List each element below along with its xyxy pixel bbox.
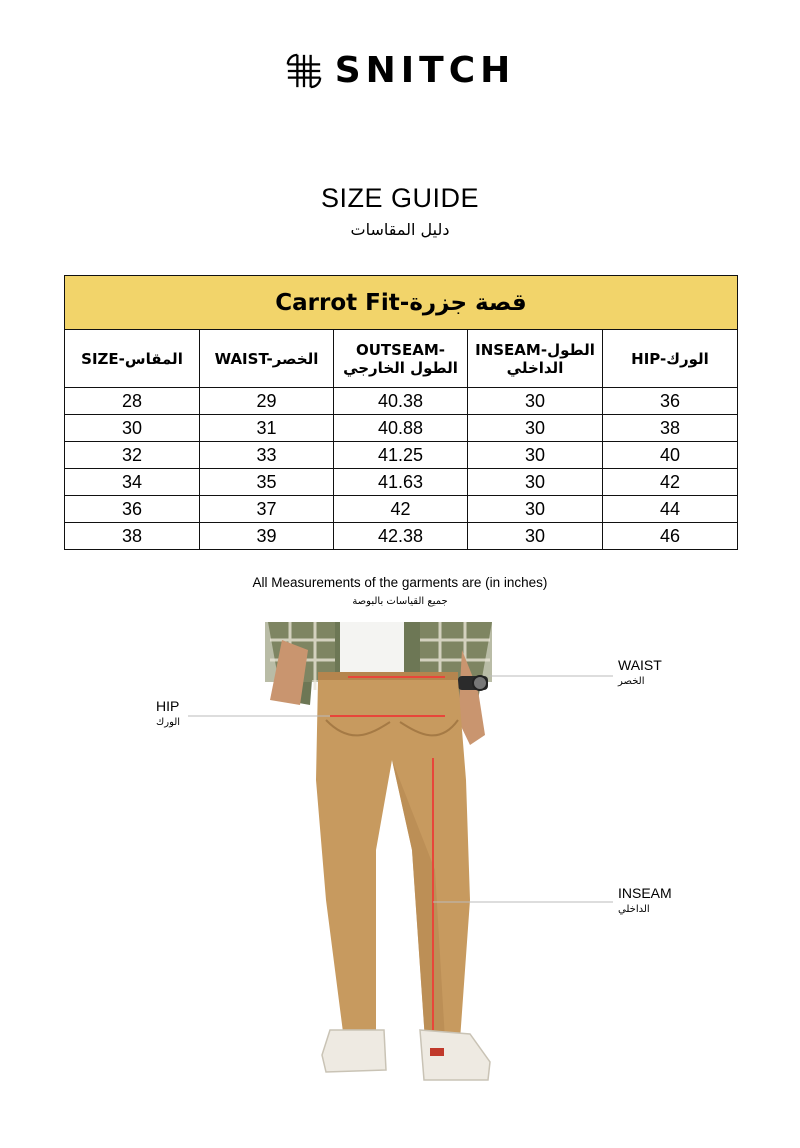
table-cell: 41.63 xyxy=(334,469,468,496)
table-cell: 38 xyxy=(65,523,200,550)
table-caption: Carrot Fit-قصة جزرة xyxy=(65,276,738,330)
table-cell: 40.38 xyxy=(334,388,468,415)
column-header-line: OUTSEAM- xyxy=(356,340,445,359)
table-cell: 42 xyxy=(603,469,738,496)
measurement-note: All Measurements of the garments are (in inches) xyxy=(252,575,548,590)
table-cell: 30 xyxy=(468,388,603,415)
table-cell: 33 xyxy=(200,442,334,469)
table-cell: 44 xyxy=(603,496,738,523)
table-cell: 40 xyxy=(603,442,738,469)
table-cell: 42.38 xyxy=(334,523,468,550)
inseam-label-arabic: الداخلي xyxy=(618,904,650,915)
table-cell: 42 xyxy=(334,496,468,523)
table-cell: 39 xyxy=(200,523,334,550)
page-title-arabic: دليل المقاسات xyxy=(350,220,450,239)
table-cell: 30 xyxy=(468,523,603,550)
brand-name: SNITCH xyxy=(334,50,516,91)
table-cell: 28 xyxy=(65,388,200,415)
table-cell: 41.25 xyxy=(334,442,468,469)
column-header-line-arabic: الداخلي xyxy=(506,358,564,377)
table-cell: 30 xyxy=(468,496,603,523)
table-cell: 31 xyxy=(200,415,334,442)
hip-label-arabic: الورك xyxy=(156,717,181,728)
waist-label: WAIST xyxy=(618,657,662,673)
table-cell: 40.88 xyxy=(334,415,468,442)
table-cell: 36 xyxy=(603,388,738,415)
table-cell: 30 xyxy=(468,469,603,496)
inseam-label: INSEAM xyxy=(618,885,672,901)
column-header-line: HIP-الورك xyxy=(631,349,709,368)
table-cell: 46 xyxy=(603,523,738,550)
column-header-line: SIZE-المقاس xyxy=(81,349,183,368)
column-header-line: INSEAM-الطول xyxy=(475,340,595,359)
page-title: SIZE GUIDE xyxy=(320,183,480,213)
table-cell: 29 xyxy=(200,388,334,415)
table-cell: 30 xyxy=(65,415,200,442)
hip-label: HIP xyxy=(156,698,180,714)
table-cell: 30 xyxy=(468,415,603,442)
table-cell: 35 xyxy=(200,469,334,496)
column-header-line-arabic: الطول الخارجي xyxy=(343,358,458,377)
table-cell: 38 xyxy=(603,415,738,442)
table-cell: 37 xyxy=(200,496,334,523)
table-cell: 34 xyxy=(65,469,200,496)
table-cell: 36 xyxy=(65,496,200,523)
table-cell: 32 xyxy=(65,442,200,469)
waist-label-arabic: الخصر xyxy=(618,676,645,687)
table-cell: 30 xyxy=(468,442,603,469)
measurement-note-arabic: جميع القياسات بالبوصة xyxy=(352,596,448,607)
column-header-line: WAIST-الخصر xyxy=(214,349,319,368)
